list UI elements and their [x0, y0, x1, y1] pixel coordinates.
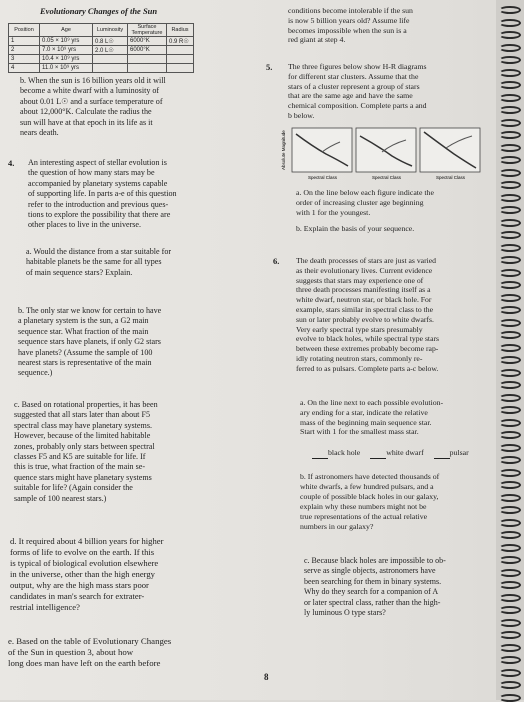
spiral-coil [499, 419, 521, 427]
page-number: 8 [264, 672, 269, 682]
table-cell: 0.9 R☉ [167, 37, 194, 46]
text-line: of the Sun in question 3, about how [8, 647, 134, 658]
question-4d [10, 536, 272, 613]
spiral-coil [499, 94, 521, 102]
spiral-coil [499, 44, 521, 52]
table-cell: 6000°K [128, 37, 167, 46]
spiral-coil [499, 356, 521, 364]
text-line: that are the same age and have the same [288, 91, 413, 101]
spiral-coil [499, 644, 521, 652]
text-line: chemical composition. Complete parts a and [288, 101, 427, 111]
table-cell [128, 64, 167, 73]
text-line: habitable planets be the same for all types [26, 257, 162, 267]
text-line: of supporting life. In parts a-e of this question [28, 189, 177, 199]
question-4e [8, 636, 272, 670]
evolution-table [8, 23, 194, 73]
spiral-coil [499, 81, 521, 89]
text-line: white dwarfs, a few hundred pulsars, and a [300, 482, 434, 491]
text-line: An interesting aspect of stellar evolution is [28, 158, 167, 167]
text-line: with 1 for the youngest. [296, 207, 371, 217]
question-4a [26, 247, 271, 278]
text-line: a. On the line next to each possible evolution- [300, 398, 444, 407]
question-6 [296, 256, 492, 374]
hr-diagram-2 [356, 128, 416, 172]
text-line: conditions become intolerable if the sun [288, 6, 413, 15]
question-5 [288, 62, 488, 121]
text-line: spectral class may have planetary systems. [14, 420, 152, 430]
spiral-coil [499, 344, 521, 352]
spiral-coil [499, 144, 521, 152]
text-line: become a white dwarf with a luminosity of [20, 86, 160, 96]
spiral-coil [499, 656, 521, 664]
hr-diagram-1 [292, 128, 352, 172]
text-line: Very early spectral type stars presumably [296, 324, 423, 334]
text-line: ary ending for a star, indicate the relative [300, 407, 428, 417]
spiral-coil [499, 506, 521, 514]
text-line: in the universe, other than the high energy [10, 569, 155, 579]
spiral-coil [499, 156, 521, 164]
spiral-coil [499, 31, 521, 39]
text-line: Why do they search for a companion of A [304, 587, 439, 597]
spiral-coil [499, 406, 521, 414]
text-line: The three figures below show H-R diagrams [288, 62, 427, 71]
text-line: white dwarf, neutron star, or black hole. For [296, 295, 432, 305]
table-header: Radius [167, 24, 194, 37]
question-6b [300, 472, 492, 532]
question-4b [18, 306, 270, 379]
spiral-coil [499, 594, 521, 602]
spiral-coil [499, 581, 521, 589]
question-5b [296, 224, 492, 234]
spiral-coil [499, 106, 521, 114]
graph-axis-label: Spectral Class [308, 175, 338, 180]
spiral-coil [499, 531, 521, 539]
spiral-coil [499, 444, 521, 452]
text-line: becomes impossible when the sun is a [288, 25, 407, 35]
text-line: d. It required about 4 billion years for higher [10, 536, 164, 546]
table-cell: 6000°K [128, 46, 167, 55]
answer-option: pulsar [449, 448, 469, 457]
table-cell: 10.4 × 10⁹ yrs [40, 55, 93, 64]
text-line: b below. [288, 110, 315, 120]
text-line: b. The only star we know for certain to have [18, 306, 162, 315]
spiral-coil [499, 519, 521, 527]
question-number: 5. [266, 62, 273, 72]
spiral-coil [499, 19, 521, 27]
text-line: nearest stars is representative of the main [18, 358, 152, 368]
question-4 [28, 158, 268, 231]
text-line: suggested that all stars later than about F5 [14, 410, 150, 420]
text-line: about 0.01 L☉ and a surface temperature of [20, 96, 163, 106]
question-6a-answers [312, 448, 492, 459]
table-cell [167, 64, 194, 73]
spiral-coil [499, 194, 521, 202]
answer-option: white dwarf [386, 448, 424, 457]
table-row [9, 37, 194, 46]
spiral-coil [499, 219, 521, 227]
answer-blank[interactable] [434, 448, 450, 459]
text-line: couple of possible black holes in our galaxy, [300, 492, 439, 501]
spiral-coil [499, 481, 521, 489]
text-line: candidates in man's search for extrater- [10, 591, 145, 601]
text-line: serve as single objects, astronomers have [304, 566, 436, 576]
spiral-coil [499, 569, 521, 577]
text-line: c. Because black holes are impossible to ob- [304, 556, 446, 565]
spiral-coil [499, 369, 521, 377]
spiral-coil [499, 6, 521, 14]
table-cell: 4 [9, 64, 40, 73]
text-line: is typical of biological evolution elsewhere [10, 558, 159, 568]
text-line: sequence.) [18, 368, 53, 378]
table-cell: 0.8 L☉ [93, 37, 128, 46]
text-line: b. If astronomers have detected thousands of [300, 472, 440, 481]
text-line: have planets? (Assume the sample of 100 [18, 347, 153, 357]
text-line: restrial intelligence? [10, 602, 80, 612]
text-line: a planetary system is the sun, a G2 main [18, 316, 149, 326]
spiral-coil [499, 431, 521, 439]
text-line: idly rotating neutron stars, commonly re- [296, 353, 423, 363]
spiral-coil [499, 394, 521, 402]
answer-blank[interactable] [370, 448, 386, 459]
spiral-coil [499, 544, 521, 552]
spiral-coil [499, 281, 521, 289]
graph-axis-label: Spectral Class [372, 175, 402, 180]
spiral-coil [499, 694, 521, 702]
question-5a [296, 188, 492, 217]
text-line: evolve to black holes, while spectral type stars [296, 334, 440, 344]
question-number: 6. [273, 256, 280, 266]
text-line: sun or later probably evolve to white dwarfs. [296, 314, 434, 324]
text-line: classes F5 and K5 are suitable for life. If [14, 452, 146, 462]
text-line: sequence star. What fraction of the main [18, 326, 149, 336]
spiral-coil [499, 294, 521, 302]
text-line: accompanied by planetary systems capable [28, 178, 168, 188]
table-row [9, 64, 194, 73]
table-header: Age [40, 24, 93, 37]
text-line: is now 5 billion years old? Assume life [288, 15, 410, 25]
table-cell [167, 46, 194, 55]
text-line: stars of a cluster represent a group of stars [288, 81, 420, 91]
answer-option: black hole [328, 448, 361, 457]
table-cell: 2 [9, 46, 40, 55]
table-cell: 11.0 × 10⁹ yrs [40, 64, 93, 73]
text-line: nears death. [20, 128, 59, 138]
spiral-coil [499, 269, 521, 277]
text-line: example, stars similar in spectral class to the [296, 304, 434, 314]
table-cell [128, 55, 167, 64]
spiral-coil [499, 669, 521, 677]
text-line: about 12,000°K. Calculate the radius the [20, 107, 152, 117]
text-line: order of increasing cluster age beginning [296, 197, 424, 207]
text-line: sample of 100 nearest stars.) [14, 493, 107, 503]
spiral-coil [499, 169, 521, 177]
text-line: other places to live in the universe. [28, 220, 142, 230]
table-cell: 3 [9, 55, 40, 64]
text-line: c. Based on rotational properties, it has been [14, 400, 158, 409]
text-line: a. On the line below each figure indicate the [296, 188, 434, 197]
question-3b [20, 76, 270, 138]
table-cell: 0.05 × 10⁹ yrs [40, 37, 93, 46]
text-line: three death processes manifesting itself as a [296, 285, 431, 295]
text-line: explain why these numbers might not be [300, 502, 427, 511]
text-line: been searching for them in binary systems. [304, 576, 442, 586]
spiral-coil [499, 469, 521, 477]
text-line: suitable for life? (Again consider the [14, 483, 133, 493]
spiral-coil [499, 231, 521, 239]
text-line: for different star clusters. Assume that the [288, 71, 419, 81]
text-line: of main sequence stars? Explain. [26, 267, 133, 277]
text-line: sequence stars have planets, if only G2 stars [18, 337, 161, 347]
table-header: Position [9, 24, 40, 37]
text-line: numbers in our galaxy? [300, 522, 374, 531]
table-header: Luminosity [93, 24, 128, 37]
table-cell: 2.0 L☉ [93, 46, 128, 55]
page-title: Evolutionary Changes of the Sun [40, 6, 158, 16]
graph-axis-label: Spectral Class [436, 175, 466, 180]
text-line: forms of life to evolve on the earth. If this [10, 547, 155, 557]
text-line: true representations of the actual relative [300, 512, 428, 521]
answer-blank[interactable] [312, 448, 328, 459]
spiral-coil [499, 306, 521, 314]
table-row [9, 55, 194, 64]
spiral-coil [499, 681, 521, 689]
table-cell: 7.0 × 10⁹ yrs [40, 46, 93, 55]
spiral-coil [499, 606, 521, 614]
text-line: output, why are the high mass stars poor [10, 580, 149, 590]
table-cell [93, 55, 128, 64]
question-4c [14, 400, 270, 504]
spiral-coil [499, 494, 521, 502]
text-line: this is true, what fraction of the main se- [14, 462, 146, 472]
text-line: tions to explore the possibility that there are [28, 210, 171, 220]
spiral-coil [499, 319, 521, 327]
text-line: a. Would the distance from a star suitable for [26, 247, 172, 256]
question-6a [300, 398, 492, 437]
spiral-coil [499, 331, 521, 339]
text-line: quence stars might have planetary systems [14, 472, 152, 482]
text-line: e. Based on the table of Evolutionary Changes [8, 636, 172, 646]
spiral-coil [499, 69, 521, 77]
table-cell [167, 55, 194, 64]
question-number: 4. [8, 158, 15, 168]
text-line: mass of the beginning main sequence star. [300, 417, 432, 427]
spiral-coil [499, 556, 521, 564]
table-header-row [9, 24, 194, 37]
spiral-coil [499, 619, 521, 627]
text-line: long does man have left on the earth before [8, 658, 161, 669]
text-line: However, because of the limited habitable [14, 431, 151, 441]
text-line: sun will have at that epoch in its life as it [20, 117, 153, 127]
text-line: the question of how many stars may be [28, 168, 155, 178]
table-cell [93, 64, 128, 73]
spiral-binding [496, 0, 524, 700]
spiral-coil [499, 256, 521, 264]
text-line: between these extremes probably become rap- [296, 344, 439, 354]
text-line: or later spectral class, rather than the high- [304, 597, 441, 607]
text-line: red giant at step 4. [288, 35, 346, 45]
table-row [9, 46, 194, 55]
table-header: Surface Temperature [128, 24, 167, 37]
spiral-coil [499, 131, 521, 139]
spiral-coil [499, 206, 521, 214]
text-line: suggests that stars may experience one of [296, 275, 424, 285]
text-line: b. Explain the basis of your sequence. [296, 224, 415, 233]
spiral-coil [499, 631, 521, 639]
spiral-coil [499, 181, 521, 189]
hr-diagram-3 [420, 128, 480, 172]
text-line: b. When the sun is 16 billion years old it will [20, 76, 166, 85]
text-line: ly luminous O type stars? [304, 608, 386, 618]
spiral-coil [499, 244, 521, 252]
question-3e-continued [288, 6, 488, 45]
question-6c [304, 556, 492, 618]
text-line: as their evolutionary lives. Current evidence [296, 265, 433, 275]
table-cell: 1 [9, 37, 40, 46]
spiral-coil [499, 56, 521, 64]
text-line: refer to the introduction and previous ques- [28, 199, 169, 209]
text-line: zones, probably only stars between spectral [14, 441, 155, 451]
text-line: ferred to as pulsars. Complete parts a-c below. [296, 363, 439, 373]
hr-diagrams [282, 126, 488, 182]
text-line: The death processes of stars are just as varied [296, 256, 437, 265]
spiral-coil [499, 456, 521, 464]
spiral-coil [499, 119, 521, 127]
spiral-coil [499, 381, 521, 389]
graph-axis-label: Absolute Magnitude [281, 130, 286, 170]
text-line: Start with 1 for the smallest mass star. [300, 427, 419, 437]
